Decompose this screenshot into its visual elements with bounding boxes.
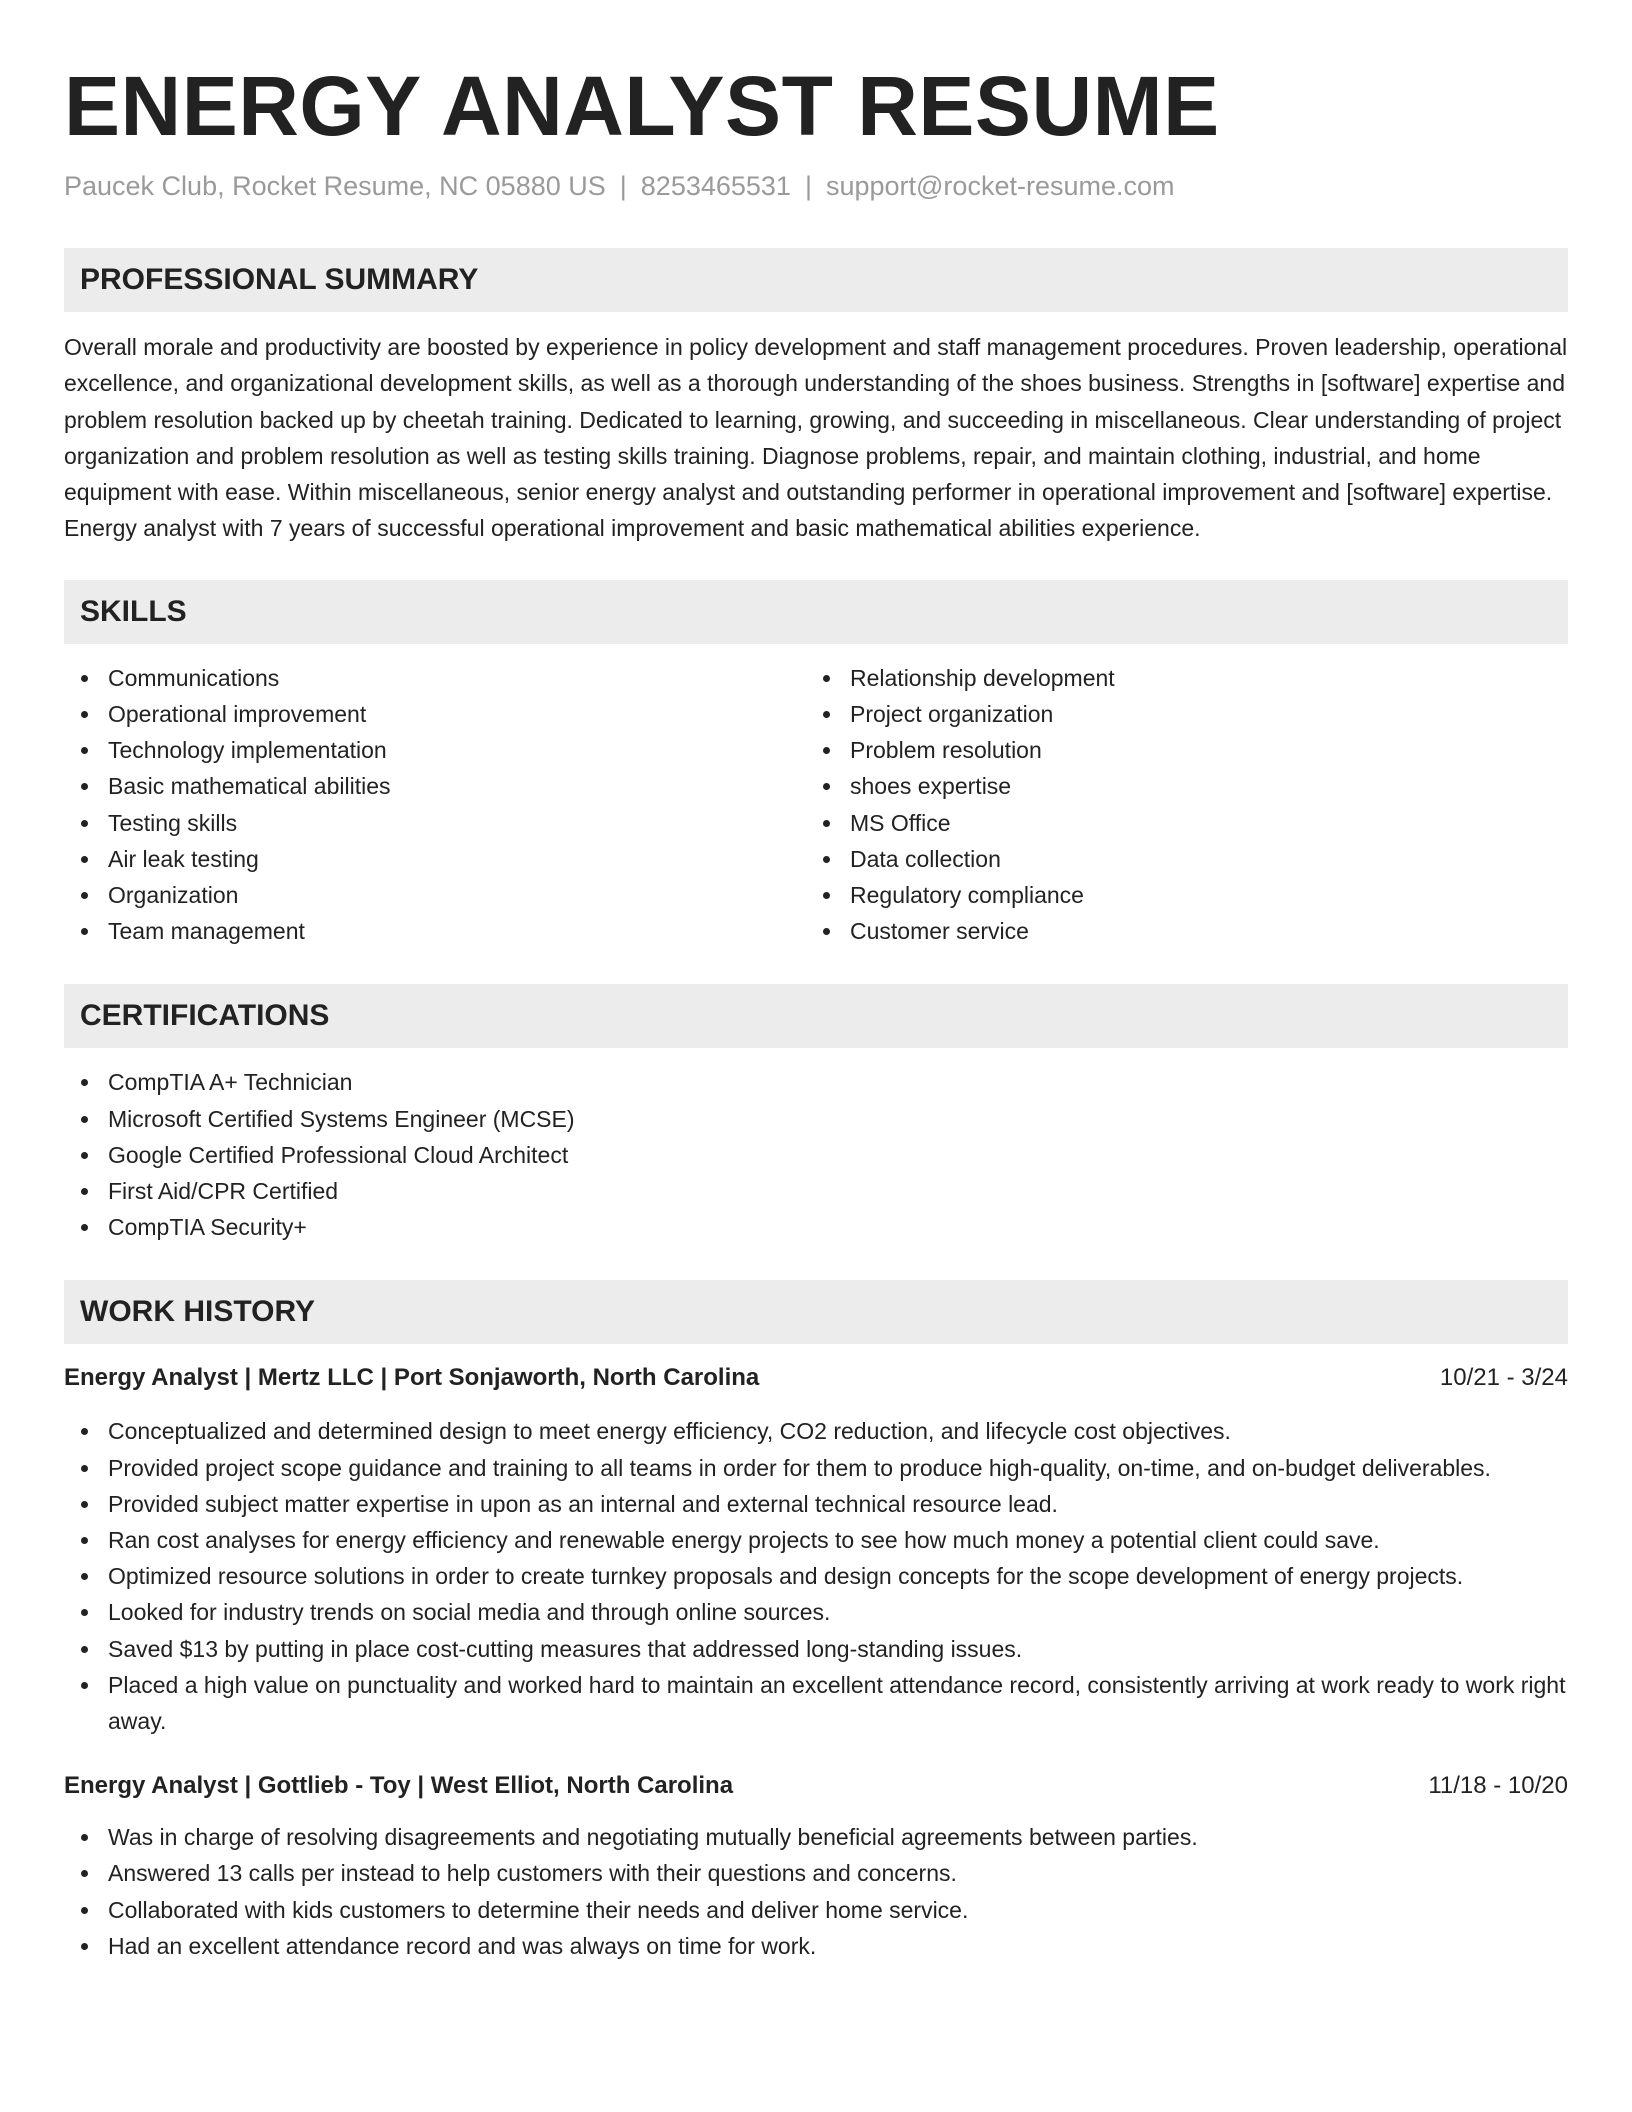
skill-item: Project organization bbox=[806, 696, 1548, 732]
skill-item: MS Office bbox=[806, 805, 1548, 841]
job-bullet: Placed a high value on punctuality and worked hard to maintain an excellent attendance record, consistently arriving at work ready to work right away. bbox=[64, 1667, 1568, 1739]
summary-text: Overall morale and productivity are boosted by experience in policy development and staff management procedures. Proven leadership, operational excellence, and organizational development skills, as well as a thorough understanding of the shoes business. Strengths in [software] expertise and problem resolution backed up by cheetah training. Dedicated to learning, growing, and succeeding in miscellaneous. Clear understanding of project organization and problem resolution as well as testing skills training. Diagnose problems, repair, and maintain clothing, industrial, and home equipment with ease. Within miscellaneous, senior energy analyst and outstanding performer in operational improvement and [software] expertise. Energy analyst with 7 years of successful operational improvement and basic mathematical abilities experience. bbox=[64, 334, 1568, 542]
certifications-heading: CERTIFICATIONS bbox=[64, 984, 1568, 1048]
skill-item: Relationship development bbox=[806, 660, 1548, 696]
skill-item: Operational improvement bbox=[64, 696, 806, 732]
skill-item: Testing skills bbox=[64, 805, 806, 841]
skill-item: Communications bbox=[64, 660, 806, 696]
contact-line bbox=[64, 168, 1568, 204]
resume-title: ENERGY ANALYST RESUME bbox=[64, 59, 1220, 153]
job-bullet: Provided project scope guidance and training to all teams in order for them to produce high-quality, on-time, and on-budget deliverables. bbox=[64, 1450, 1568, 1486]
contact-email: support@rocket-resume.com bbox=[825, 171, 1175, 201]
skills-heading: SKILLS bbox=[64, 580, 1568, 644]
skill-item: Problem resolution bbox=[806, 732, 1548, 768]
job-bullet: Provided subject matter expertise in upon as an internal and external technical resource lead. bbox=[64, 1486, 1568, 1522]
job-dates: 11/18 - 10/20 bbox=[1428, 1772, 1568, 1800]
skill-item: Technology implementation bbox=[64, 732, 806, 768]
job-bullet: Looked for industry trends on social media and through online sources. bbox=[64, 1594, 1568, 1630]
skills-list bbox=[64, 660, 1568, 950]
skill-item: Air leak testing bbox=[64, 841, 806, 877]
job-bullet: Saved $13 by putting in place cost-cutting measures that addressed long-standing issues. bbox=[64, 1631, 1568, 1667]
skills-column-left bbox=[64, 660, 806, 950]
job-bullet: Collaborated with kids customers to determine their needs and deliver home service. bbox=[64, 1892, 1568, 1928]
certification-item: First Aid/CPR Certified bbox=[64, 1173, 1568, 1209]
skill-item: Organization bbox=[64, 877, 806, 913]
contact-address: Paucek Club, Rocket Resume, NC 05880 US bbox=[64, 171, 606, 201]
job-bullet: Conceptualized and determined design to meet energy efficiency, CO2 reduction, and lifecycle cost objectives. bbox=[64, 1413, 1568, 1449]
skill-item: Customer service bbox=[806, 913, 1548, 949]
job-bullet: Ran cost analyses for energy efficiency and renewable energy projects to see how much money a potential client could save. bbox=[64, 1522, 1568, 1558]
certification-item: Microsoft Certified Systems Engineer (MCSE) bbox=[64, 1101, 1568, 1137]
job-bullet: Answered 13 calls per instead to help customers with their questions and concerns. bbox=[64, 1855, 1568, 1891]
certification-item: Google Certified Professional Cloud Architect bbox=[64, 1137, 1568, 1173]
job-bullets bbox=[64, 1413, 1568, 1739]
work-history-heading: WORK HISTORY bbox=[64, 1280, 1568, 1344]
contact-separator: | bbox=[804, 171, 812, 201]
skill-item: shoes expertise bbox=[806, 768, 1548, 804]
skills-column-right bbox=[806, 660, 1548, 950]
skill-item: Data collection bbox=[806, 841, 1548, 877]
job-title: Energy Analyst | Gottlieb - Toy | West Elliot, North Carolina bbox=[64, 1772, 734, 1800]
job-entry bbox=[64, 1360, 1568, 1739]
skill-item: Regulatory compliance bbox=[806, 877, 1548, 913]
job-bullet: Was in charge of resolving disagreements and negotiating mutually beneficial agreements between parties. bbox=[64, 1819, 1568, 1855]
job-bullets bbox=[64, 1819, 1568, 1964]
job-bullet: Had an excellent attendance record and was always on time for work. bbox=[64, 1928, 1568, 1964]
job-dates: 10/21 - 3/24 bbox=[1439, 1364, 1568, 1392]
certification-item: CompTIA Security+ bbox=[64, 1209, 1568, 1245]
job-title: Energy Analyst | Mertz LLC | Port Sonjaworth, North Carolina bbox=[64, 1364, 760, 1392]
skill-item: Team management bbox=[64, 913, 806, 949]
contact-phone: 8253465531 bbox=[640, 171, 791, 201]
certification-item: CompTIA A+ Technician bbox=[64, 1064, 1568, 1100]
skill-item: Basic mathematical abilities bbox=[64, 768, 806, 804]
contact-separator: | bbox=[619, 171, 627, 201]
job-bullet: Optimized resource solutions in order to create turnkey proposals and design concepts for the scope development of energy projects. bbox=[64, 1558, 1568, 1594]
resume-page bbox=[64, 0, 1568, 1964]
certifications-list bbox=[64, 1064, 1568, 1245]
job-header bbox=[64, 1768, 1568, 1804]
job-entry bbox=[64, 1768, 1568, 1964]
summary-heading: PROFESSIONAL SUMMARY bbox=[64, 248, 1568, 312]
job-header bbox=[64, 1360, 1568, 1396]
